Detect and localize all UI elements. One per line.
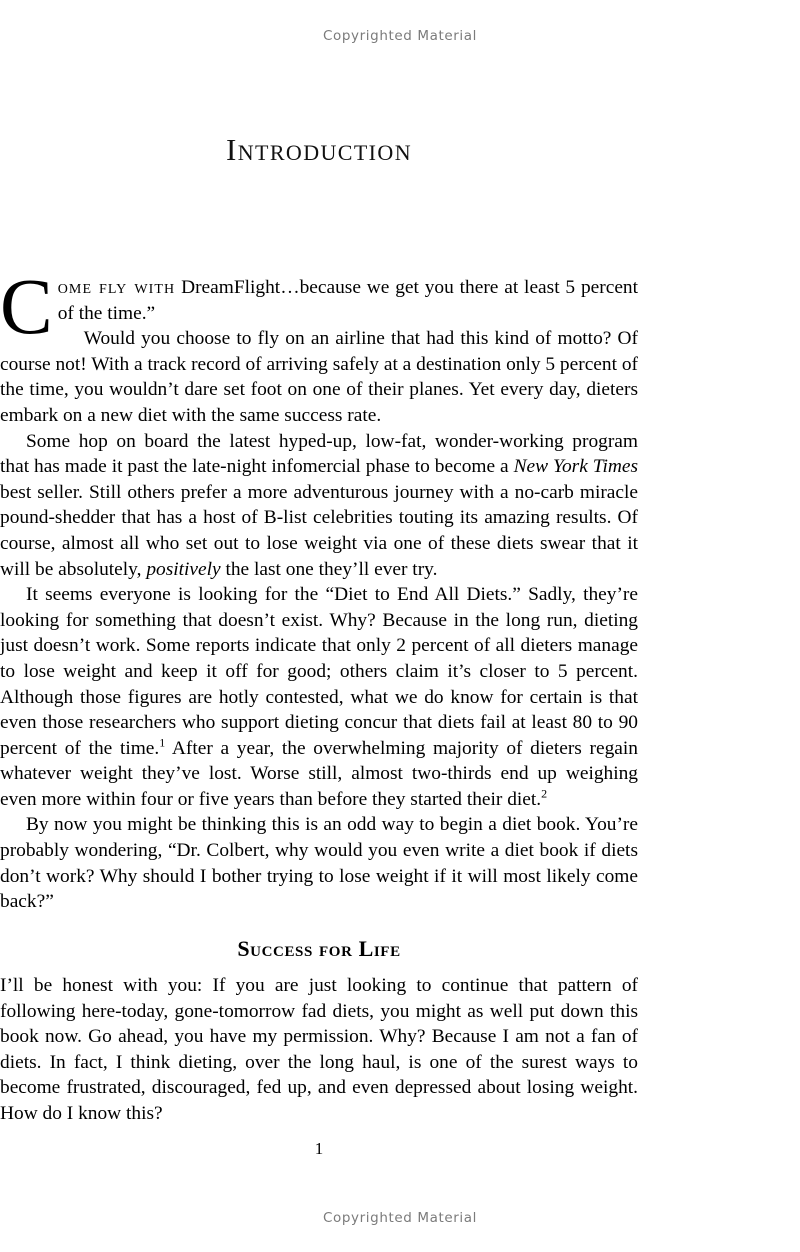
small-caps-run: ome fly with [57,277,176,298]
watermark-bottom: Copyrighted Material [323,1210,477,1226]
paragraph-opening [0,264,639,351]
paragraph-4 [0,582,638,812]
body-text-block [0,264,639,915]
chapter-title: Introduction [225,132,412,167]
tail-text-block [0,973,638,1127]
paragraph-4-part-1: It seems everyone is looking for the “Diet to End All Diets.” Sadly, they’re looking for something that doesn’t exist. Why? Because in the long run, dieting just doesn’t work. Some reports indicate that only 2 percent of all dieters manage to lose weight and keep it off for good; others claim it’s closer to 5 percent. Although those figures are hotly contested, what we do know for certain is that even those researchers who support dieting concur that diets fail at least 80 to 90 percent of the time. [0,584,638,759]
paragraph-5 [0,812,638,914]
paragraph-3-part-1: Some hop on board the latest hyped-up, low-fat, wonder-working program that has made it past the late-night infomercial phase to become a [0,430,638,478]
footnote-marker-1: 1 [159,735,166,750]
paragraph-3-italic-positively: positively [146,558,221,580]
drop-cap: C [0,264,53,351]
paragraph-4-part-2: After a year, the overwhelming majority of dieters regain whatever weight they’ve lost. Worse still, almost two-thirds end up weighing even more within four or five years than before they started their diet. [0,737,638,810]
paragraph-opening-rest: DreamFlight…because we get you there at least 5 percent of the time.” [57,277,639,324]
paragraph-3-part-2: best seller. Still others prefer a more adventurous journey with a no-carb miracle pound-shedder that has a host of B-list celebrities touting its amazing results. Of course, almost all who set out to lose weight via one of these diets swear that it will be absolutely, [0,481,638,580]
paragraph-6 [0,973,638,1127]
section-heading-success-for-life: Success for Life [237,936,401,961]
paragraph-3-italic-newyorktimes: New York Times [513,456,638,478]
watermark-top: Copyrighted Material [323,28,477,44]
paragraph-3-part-3: the last one they’ll ever try. [220,558,438,580]
paragraph-2 [0,326,638,428]
paragraph-5-text: By now you might be thinking this is an odd way to begin a diet book. You’re probably wondering, “Dr. Colbert, why would you even write a diet book if diets don’t work? Why should I bother trying to lose weight if it will most likely come back?” [0,814,638,913]
paragraph-3 [0,429,638,583]
paragraph-6-text: I’ll be honest with you: If you are just looking to continue that pattern of following here-today, gone-tomorrow fad diets, you might as well put down this book now. Go ahead, you have my permission. Why? Because I am not a fan of diets. In fact, I think dieting, over the long haul, is one of the surest ways to become frustrated, discouraged, fed up, and even depressed about losing weight. How do I know this? [0,975,638,1124]
footnote-marker-2: 2 [541,786,548,801]
paragraph-2-text: Would you choose to fly on an airline that had this kind of motto? Of course not! With a track record of arriving safely at a destination only 5 percent of the time, you wouldn’t dare set foot on one of their planes. Yet every day, dieters embark on a new diet with the same success rate. [0,328,638,426]
page-number: 1 [314,1139,324,1158]
